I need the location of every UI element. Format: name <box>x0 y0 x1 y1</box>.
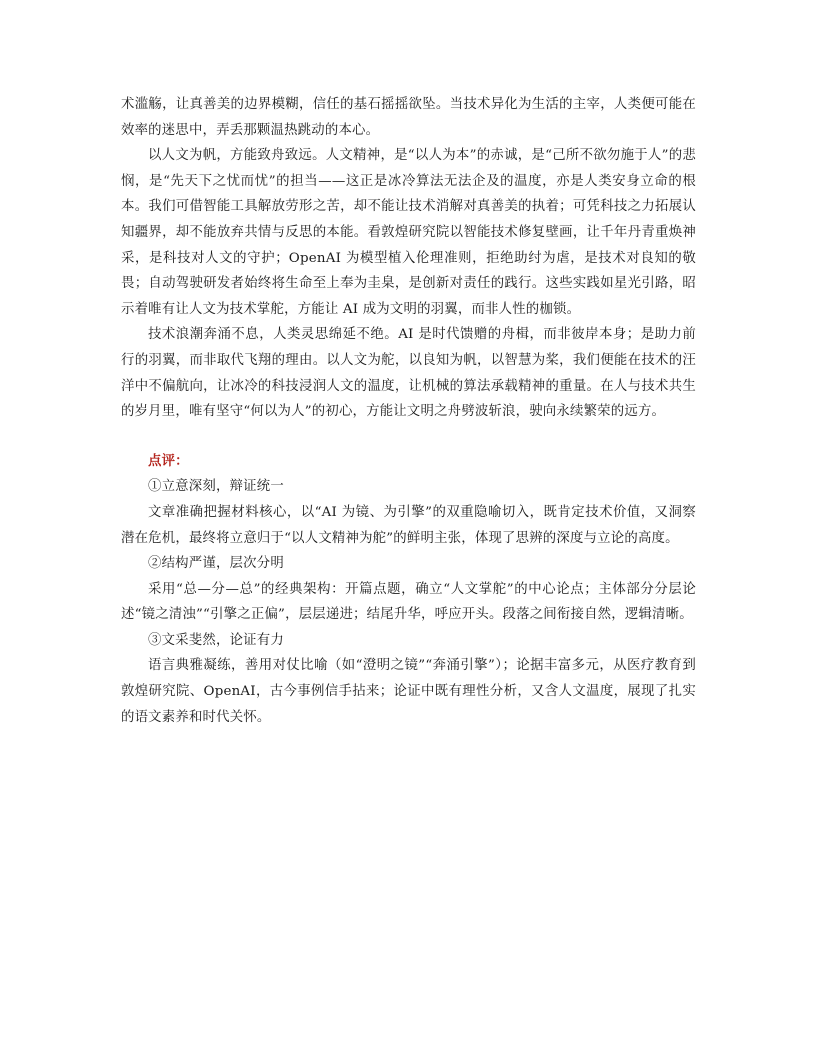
review-heading-1: ①立意深刻，辩证统一 <box>148 479 284 495</box>
review-body-2: 采用“总—分—总”的经典架构：开篇点题，确立“人文掌舵”的中心论点；主体部分分层论述“镜之清浊”“引擎之正偏”，层层递进；结尾升华，呼应开头。段落之间衔接自然，逻辑清晰。 <box>121 581 696 623</box>
review-heading-3: ③文采斐然，论证有力 <box>148 632 284 648</box>
review-heading-2: ②结构严谨，层次分明 <box>148 556 284 572</box>
review-label: 点评： <box>148 452 189 469</box>
article-paragraph-2: 以人文为帆，方能致舟致远。人文精神，是“以人为本”的赤诚，是“己所不欲勿施于人”的悲悯，是“先天下之忧而忧”的担当——这正是冰冷算法无法企及的温度，亦是人类安身立命的根本。我们可借智能工具解放劳形之苦，却不能让技术消解对真善美的执着；可凭科技之力拓展认知疆界，却不能放弃共情与反思的本能。看敦煌研究院以智能技术修复壁画，让千年丹青重焕神采，是科技对人文的守护；OpenAI 为模型植入伦理准则，拒绝助纣为虐，是技术对良知的敬畏；自动驾驶研发者始终将生命至上奉为圭臬，是创新对责任的践行。这些实践如星光引路，昭示着唯有让人文为技术掌舵，方能让 AI 成为文明的羽翼，而非人性的枷锁。 <box>121 148 696 317</box>
article-paragraph-1: 术滥觞，让真善美的边界模糊，信任的基石摇摇欲坠。当技术异化为生活的主宰，人类便可能在效率的迷思中，弄丢那颗温热跳动的本心。 <box>121 97 696 138</box>
review-body-3: 语言典雅凝练，善用对仗比喻（如“澄明之镜”“奔涌引擎”）；论据丰富多元，从医疗教育到敦煌研究院、OpenAI，古今事例信手拈来；论证中既有理性分析，又含人文温度，展现了扎实的语文素养和时代关怀。 <box>121 658 696 725</box>
article-paragraph-3: 技术浪潮奔涌不息，人类灵思绵延不绝。AI 是时代馈赠的舟楫，而非彼岸本身；是助力前行的羽翼，而非取代飞翔的理由。以人文为舵，以良知为帆，以智慧为桨，我们便能在技术的汪洋中不偏航向，让冰冷的科技浸润人文的温度，让机械的算法承载精神的重量。在人与技术共生的岁月里，唯有坚守“何以为人”的初心，方能让文明之舟劈波斩浪，驶向永续繁荣的远方。 <box>121 327 696 420</box>
review-body-1: 文章准确把握材料核心，以“AI 为镜、为引擎”的双重隐喻切入，既肯定技术价值，又洞察潜在危机，最终将立意归于“以人文精神为舵”的鲜明主张，体现了思辨的深度与立论的高度。 <box>121 504 696 546</box>
document-body <box>121 92 696 730</box>
